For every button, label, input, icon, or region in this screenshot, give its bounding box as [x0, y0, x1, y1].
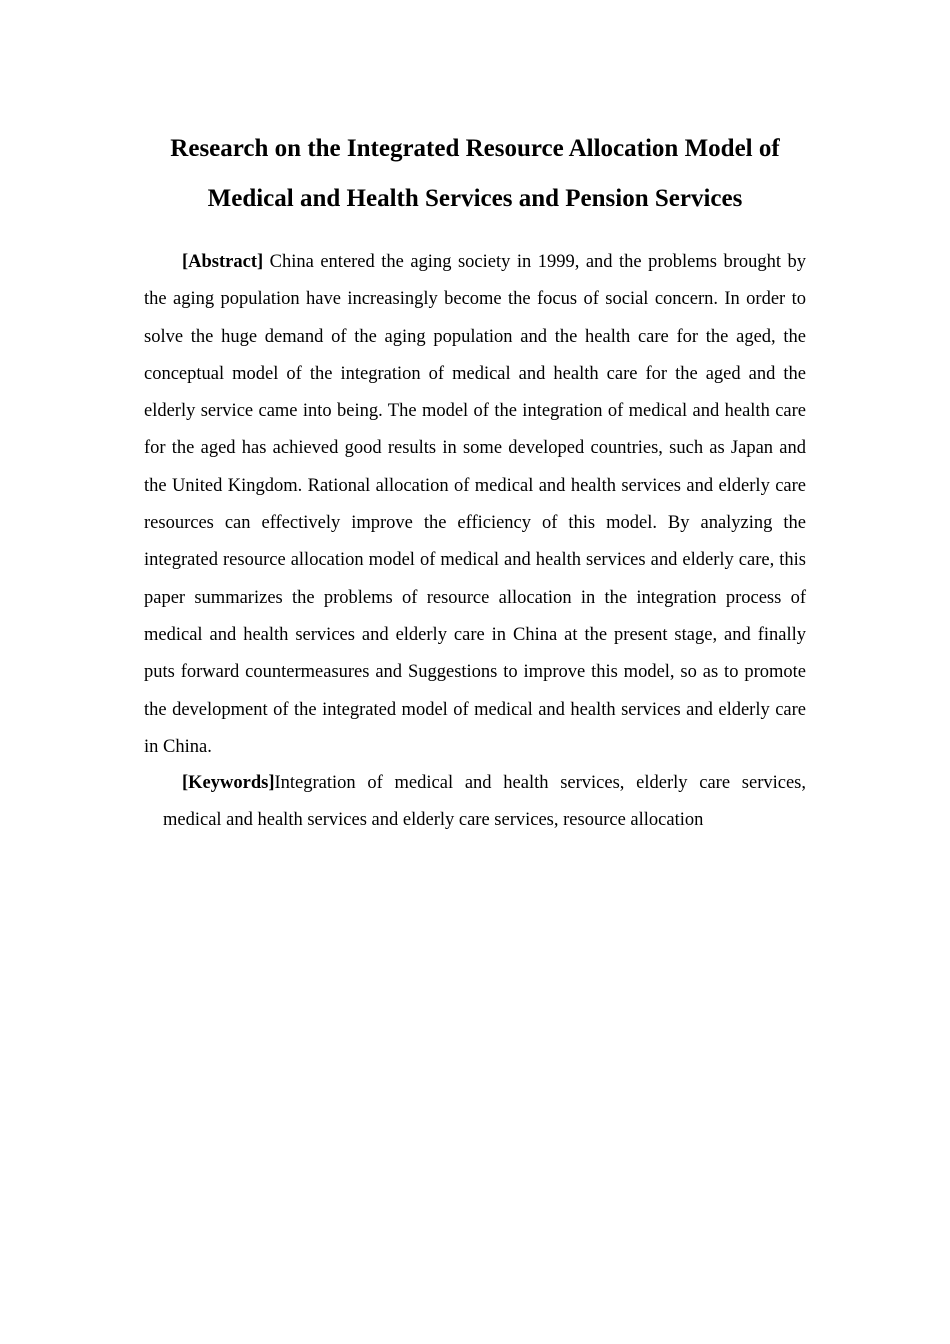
keywords-text-2: medical and health services and elderly care services, resource allocation	[163, 810, 704, 831]
keywords-line-1	[144, 765, 806, 802]
title-line-1: Research on the Integrated Resource Allocation Model of	[170, 135, 780, 162]
abstract-text: China entered the aging society in 1999, and the problems brought by the aging population have increasingly become the focus of social concern. In order to solve the huge demand of the aging population and the health care for the aged, the conceptual model of the integration of medical and health care for the aged and the elderly service came into being. The model of the integration of medical and health care for the aged has achieved good results in some developed countries, such as Japan and the United Kingdom. Rational allocation of medical and health services and elderly care resources can effectively improve the efficiency of this model. By analyzing the integrated resource allocation model of medical and health services and elderly care, this paper summarizes the problems of resource allocation in the integration process of medical and health services and elderly care in China at the present stage, and finally puts forward countermeasures and Suggestions to improve this model, so as to promote the development of the integrated model of medical and health services and elderly care in China.	[144, 252, 806, 757]
abstract-label: [Abstract]	[182, 252, 264, 272]
keywords-text-1: Integration of medical and health services, elderly care services,	[274, 773, 806, 793]
paper-title	[100, 124, 850, 224]
keywords-paragraph	[144, 765, 806, 840]
title-line-2: Medical and Health Services and Pension Services	[207, 185, 743, 212]
abstract-paragraph	[144, 244, 806, 766]
keywords-label: [Keywords]	[182, 773, 275, 793]
